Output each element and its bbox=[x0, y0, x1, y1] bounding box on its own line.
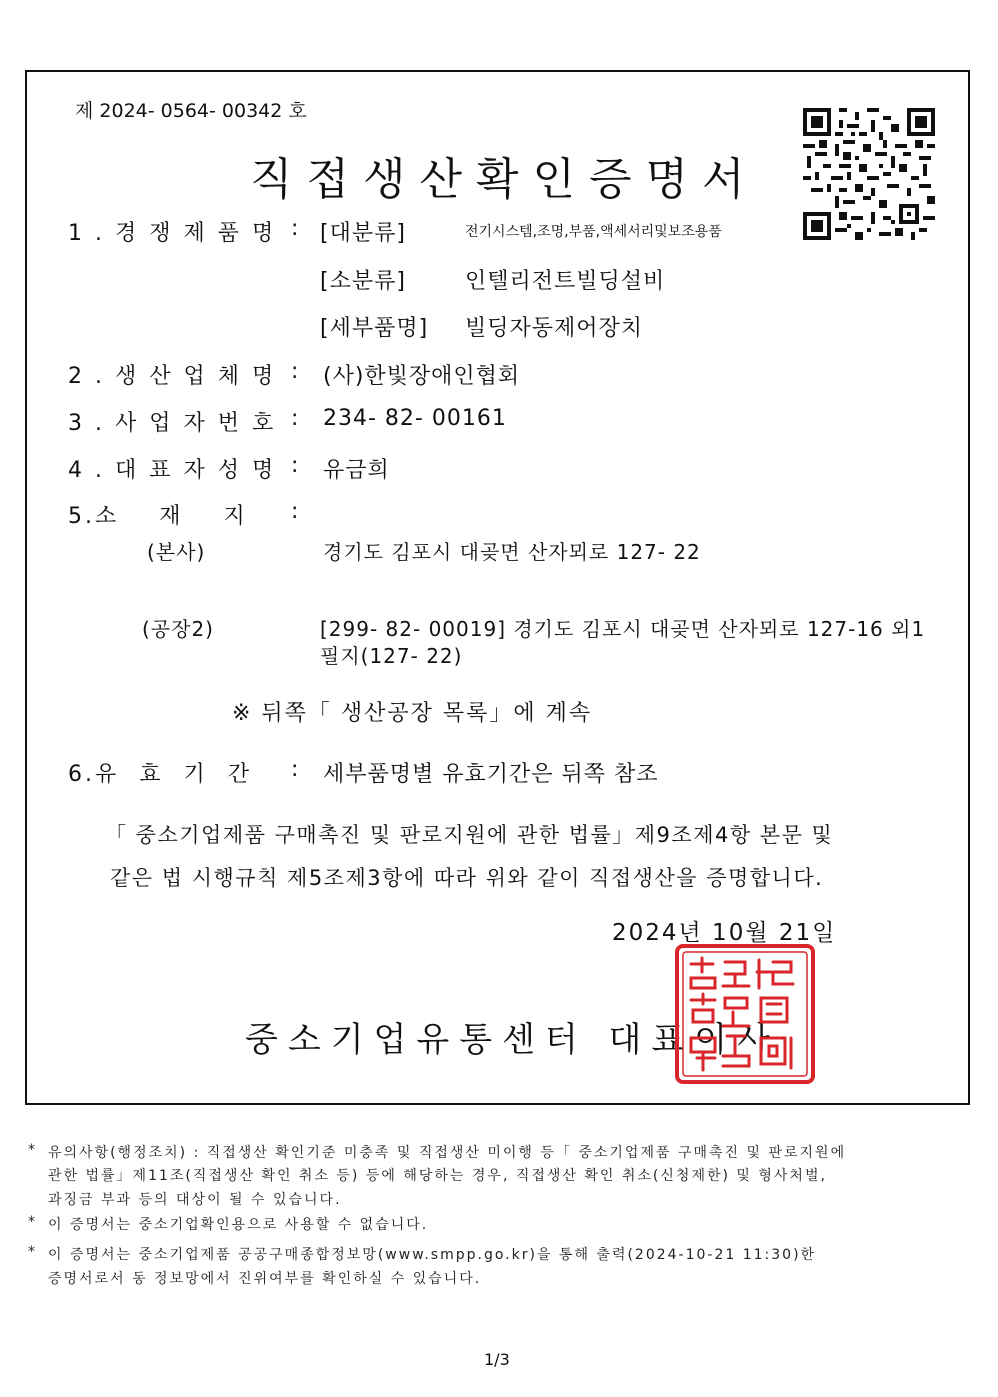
continued-note: ※ 뒤쪽「 생산공장 목록」에 계속 bbox=[232, 701, 593, 726]
validity-value: 세부품명별 유효기간은 뒤쪽 참조 bbox=[323, 762, 659, 787]
issue-date: 2024년 10월 21일 bbox=[612, 920, 837, 946]
validity-label-text: 6.유 효 기 간 bbox=[68, 762, 252, 787]
law-text-line1: 「 중소기업제품 구매촉진 및 판로지원에 관한 법률」제9조제4항 본문 및 bbox=[105, 823, 834, 847]
hq-tag: (본사) bbox=[147, 540, 206, 564]
law-text-line2: 같은 법 시행규칙 제5조제3항에 따라 위와 같이 직접생산을 증명합니다. bbox=[110, 866, 824, 890]
factory-address-line1: [299- 82- 00019] 경기도 김포시 대곶면 산자뫼로 127-16 외1 bbox=[320, 617, 926, 641]
footnote-bullet: * bbox=[28, 1214, 37, 1230]
footnote-line: 관한 법률」제11조(직접생산 확인 취소 등) 등에 해당하는 경우, 직접생산 확인 취소(신청제한) 및 형사처벌, bbox=[48, 1168, 827, 1184]
field-label-representative: 4.대표자성명 bbox=[68, 458, 287, 483]
footnote-bullet: * bbox=[28, 1142, 37, 1158]
field-label-product: 1.경쟁제품명 bbox=[68, 221, 287, 246]
minor-category-tag: [소분류] bbox=[320, 269, 406, 294]
factory-tag: (공장2) bbox=[142, 617, 214, 641]
page-indicator: 1/3 bbox=[484, 1350, 510, 1369]
minor-category-value: 인텔리전트빌딩설비 bbox=[465, 269, 666, 294]
footnote-line: 증명서로서 동 정보망에서 진위여부를 확인하실 수 있습니다. bbox=[48, 1271, 482, 1287]
detail-product-value: 빌딩자동제어장치 bbox=[465, 316, 644, 341]
certificate-number: 제 2024- 0564- 00342 호 bbox=[75, 100, 307, 122]
representative-value: 유금희 bbox=[323, 458, 390, 483]
location-label-text: 5.소 재 지 bbox=[68, 504, 248, 529]
field-label-business-number: 3.사업자번호 bbox=[68, 411, 287, 436]
detail-product-tag: [세부품명] bbox=[320, 316, 429, 341]
factory-address-line2: 필지(127- 22) bbox=[320, 644, 463, 668]
major-category-value: 전기시스템,조명,부품,액세서리및보조용품 bbox=[465, 224, 722, 240]
qr-code-icon bbox=[803, 108, 935, 240]
footnote-line: 이 증명서는 중소기업제품 공공구매종합정보망(www.smpp.go.kr)을 통해 출력(2024-10-21 11:30)한 bbox=[48, 1247, 817, 1263]
colon: : bbox=[291, 406, 299, 431]
footnote-bullet: * bbox=[28, 1244, 37, 1260]
footnote-line: 과징금 부과 등의 대상이 될 수 있습니다. bbox=[48, 1192, 342, 1208]
issuer-name: 중소기업유통센터 대표이사 bbox=[245, 1020, 780, 1060]
business-number-value: 234- 82- 00161 bbox=[323, 406, 507, 431]
major-category-tag: [대분류] bbox=[320, 221, 406, 246]
footnote-line: 유의사항(행정조치) : 직접생산 확인기준 미충족 및 직접생산 미이행 등「 중소기업제품 구매촉진 및 판로지원에 bbox=[48, 1145, 847, 1161]
colon: : bbox=[291, 757, 299, 782]
colon: : bbox=[291, 359, 299, 384]
colon: : bbox=[291, 499, 299, 524]
field-label-manufacturer: 2.생산업체명 bbox=[68, 364, 287, 389]
colon: : bbox=[291, 453, 299, 478]
document-title: 직접생산확인증명서 bbox=[250, 154, 759, 205]
official-seal-icon bbox=[673, 942, 817, 1086]
field-label-location bbox=[68, 499, 248, 530]
colon: : bbox=[291, 216, 299, 241]
footnote-line: 이 증명서는 중소기업확인용으로 사용할 수 없습니다. bbox=[48, 1217, 429, 1233]
field-label-validity bbox=[68, 757, 252, 788]
hq-address: 경기도 김포시 대곶면 산자뫼로 127- 22 bbox=[323, 540, 701, 564]
manufacturer-value: (사)한빛장애인협회 bbox=[323, 364, 521, 389]
